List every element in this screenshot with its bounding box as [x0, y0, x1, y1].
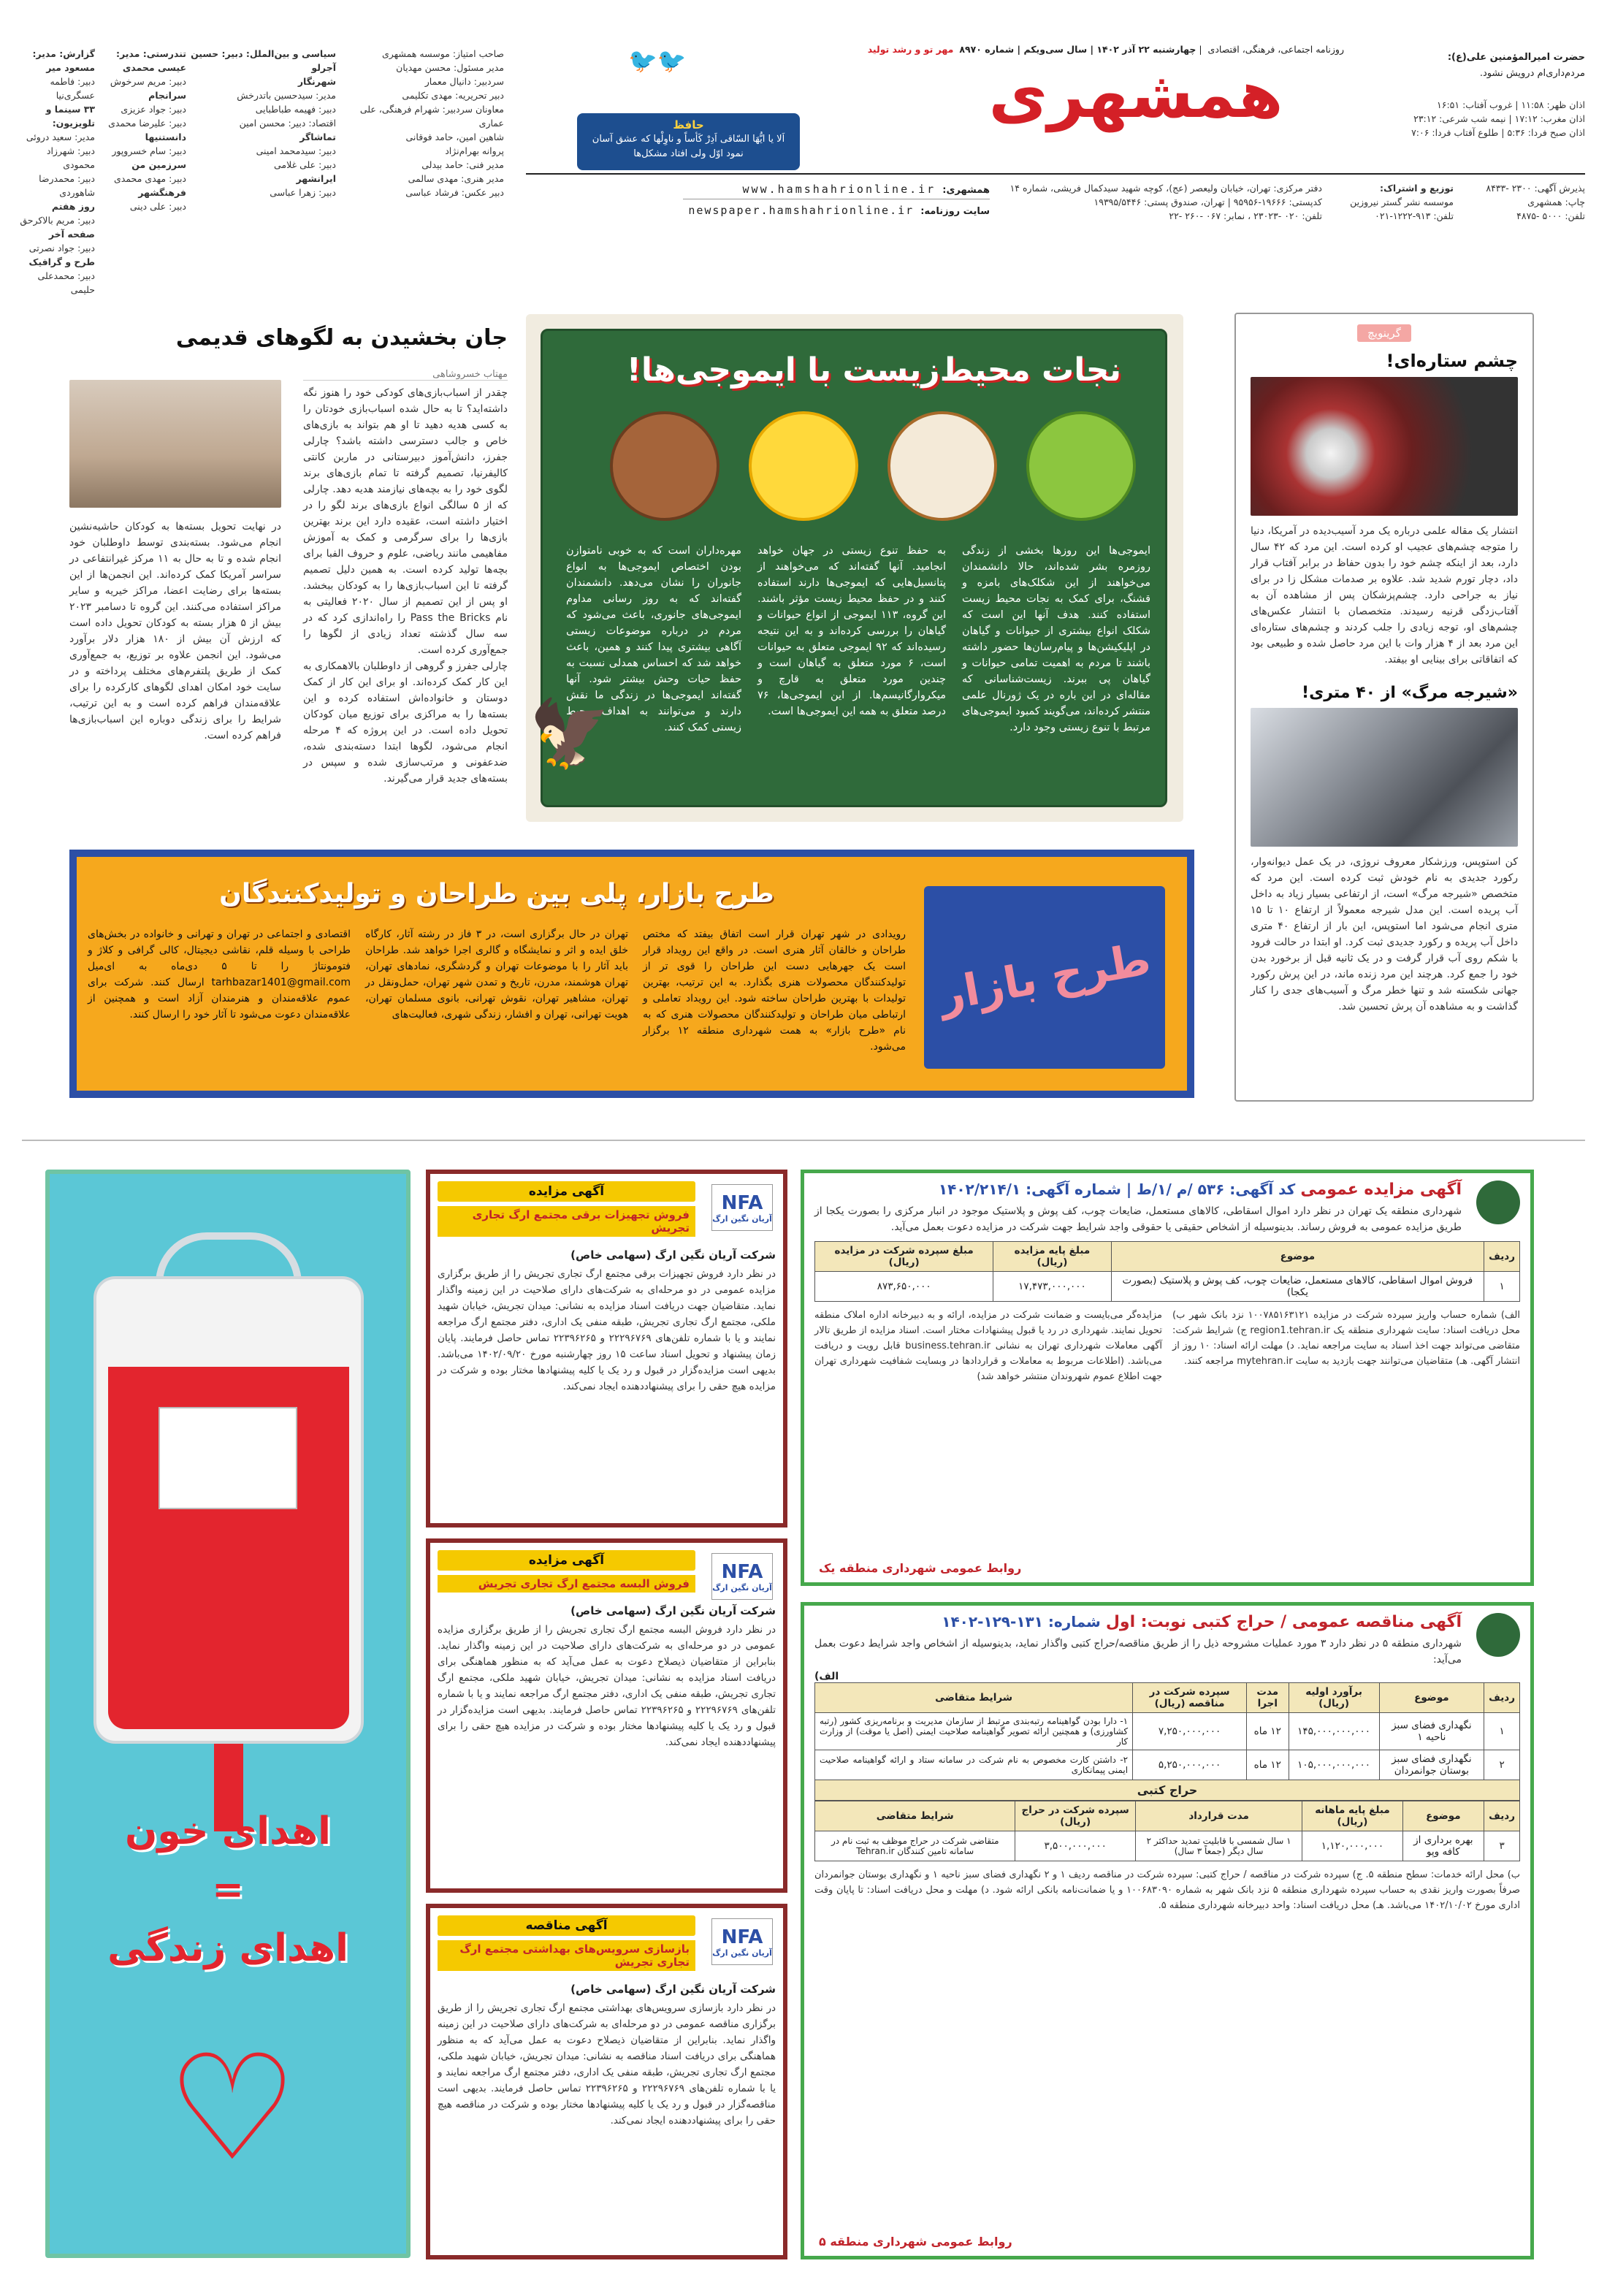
table-header: مدت اجرا [1247, 1683, 1289, 1713]
table-cell: ۲ [1484, 1750, 1520, 1780]
staff-line: روز هفتم [51, 201, 95, 212]
nfa-logo-text: آریان نگین ارگ [712, 1213, 772, 1224]
auction-table [814, 1241, 1520, 1302]
subscription-line: توزیع و اشتراک: [1380, 183, 1454, 194]
table-cell: ۱۲ ماه [1247, 1713, 1289, 1750]
frog-emoji-icon [1026, 411, 1136, 521]
staff-line: دبیر: علی غلامی [274, 159, 336, 170]
staff-line: سردبیر: دانیال معمار [424, 76, 504, 87]
tender-ad-head [814, 1613, 1462, 1631]
table-row [815, 1750, 1520, 1780]
table-row [815, 1242, 1520, 1272]
staff-line: دبیر: محمدعلی حلیمی [37, 270, 95, 295]
tarh-bazar-feature [69, 850, 1194, 1098]
website-link[interactable]: www.hamshahrionline.ir [742, 183, 936, 196]
staff-line: دبیر: شهرزاد محمودی [46, 145, 95, 170]
staff-line: دبیر: مریم بالاکرحق [20, 215, 95, 226]
table-cell: ۱,۱۲۰,۰۰۰,۰۰۰ [1302, 1831, 1402, 1861]
website-label: سایت روزنامه: [920, 206, 990, 217]
heart-icon: ♡ [167, 2024, 298, 2194]
ads-line: پذیرش آگهی: ۲۳۰۰ -۸۴۳۳ [1486, 183, 1585, 194]
nfa-logo-icon: NFA [721, 1560, 763, 1583]
blood-slogan [79, 1802, 377, 1977]
table-cell: ۳,۵۰۰,۰۰۰,۰۰۰ [1015, 1831, 1135, 1861]
table-cell: ۱ [1484, 1713, 1520, 1750]
staff-line: تندرستی: مدیر: عیسی محمدی [115, 48, 186, 73]
table-header: ردیف [1484, 1801, 1520, 1831]
section-label: الف) [814, 1671, 839, 1682]
issue-line: روزنامه اجتماعی، فرهنگی، اقتصادی | چهارشنبه ۲۲ آذر ۱۴۰۲ | سال سی‌ویکم | شماره ۸۹۷۰ مهر تو و رشد تولید [867, 44, 1344, 55]
table-header: موضوع [1111, 1242, 1484, 1272]
tagline: روزنامه اجتماعی، فرهنگی، اقتصادی [1207, 44, 1344, 55]
birds-icon: 🐦🐦 [628, 47, 687, 75]
table-header: ردیف [1484, 1242, 1520, 1272]
staff-line: دبیر: جواد نصرتی [28, 243, 95, 253]
staff-line: مدیر: سعید دروئی [26, 131, 95, 142]
ads-info [1461, 181, 1585, 223]
table-cell: ۵,۲۵۰,۰۰۰,۰۰۰ [1133, 1750, 1247, 1780]
staff-line: دبیر: مهدی محمدی [113, 173, 186, 184]
prayer-line: اذان صبح فردا: ۵:۳۶ | طلوع آفتاب فردا: ۷:۰۶ [1411, 127, 1585, 138]
story2-text: کن استوپس، ورزشکار معروف نروژی، در یک عمل دیوانه‌وار، رکورد جدیدی به نام خودش ثبت کرده است. این مرد که متخصص «شیرجه مرگ» است، از ارتفاعی بسیار زیاد به داخل آب پریده است. این مدل شیرجه معمولاً از ارتفاع ۱۰ تا ۱۵ متری انجام می‌شود اما استوپس، این بار از ارتفاع ۴۰ متری داخل آب پریده و رکورد جدیدی ثبت کرد. او ابتدا در حالت فرود با شکم روی آب قرار گرفت و در یک ثانیه قبل از برخورد بدن خود را جمع کرد. هرچند این مرد زنده ماند، در این پرش رکورد جهانی شکسته شد و تنها خطر مرگ و آسیب‌های جدی را کنار گذاشت و به مشاهده آن پرش تحسین شد. [1251, 856, 1519, 1012]
ads-line: چاپ: همشهری [1527, 197, 1585, 207]
staff-line: پروانه بهرام‌نژاد [445, 145, 504, 156]
tender-ad [801, 1602, 1534, 2259]
table-cell: نگهداری فضای سبز بوستان جوانمردان [1379, 1750, 1484, 1780]
ads-line: تلفن: ۵۰۰۰ -۴۸۷۵ [1516, 210, 1585, 221]
eagle-icon: 🦅 [528, 695, 611, 772]
table-cell: بهره برداری از کافه وپو [1402, 1831, 1484, 1861]
table-cell: ۱۲ ماه [1247, 1750, 1289, 1780]
issue-info: چهارشنبه ۲۲ آذر ۱۴۰۲ | سال سی‌ویکم | شماره ۸۹۷۰ [959, 44, 1196, 55]
table-cell: ۱۴۵,۰۰۰,۰۰۰,۰۰۰ [1289, 1713, 1379, 1750]
staff-line: معاونان سردبیر: شهرام فرهنگی، علی عماری [359, 104, 504, 129]
table-header: سپرده شرکت در مناقصه (ریال) [1133, 1683, 1247, 1713]
table-header: برآورد اولیه (ریال) [1289, 1683, 1379, 1713]
website-link[interactable]: newspaper.hamshahrionline.ir [688, 204, 915, 217]
auction-notes [814, 1308, 1520, 1384]
eye-photo [1251, 377, 1518, 516]
logo [928, 54, 1344, 134]
staff-line: مدیر: سیدحسین باتدرخش [237, 90, 336, 101]
small-ad-text: در نظر دارد فروش البسه مجتمع ارگ تجاری تجریش را از طریق برگزاری مزایده عمومی در دو مرحله‌ای به شرکت‌های دارای صلاحیت در این زمینه واگذار نماید. بنابراین از متقاضیان ذیصلاح دعوت به عمل می‌آید که به منظور هماهنگی برای دریافت اسناد مزایده به نشانی: میدان تجریش، خیابان شهید ملکی، مجتمع ارگ تجاری تجریش، طبقه منفی یک اداری، دفتر مجتمع ارگ مراجعه نمایند و یا با شماره تلفن‌های ۲۲۲۹۶۷۶۹ و ۲۲۳۹۶۲۶۵ تماس حاصل فرمایند. بدیهی است مزایده‌گزار در قبول و رد یک یا کلیه پیشنهادها مختار بوده و شرکت در مزایده هیچ حقی را برای پیشنهاددهنده ایجاد نمی‌کند. [438, 1624, 776, 1748]
table-cell: ۱- دارا بودن گواهینامه رتبه‌بندی مرتبط از سازمان مدیریت و برنامه‌ریزی کشور (رتبه کشاورزی) و همچنین ارائه تصویر گواهینامه صلاحیت ایمنی (اصل یا موقت) از وزارت کار [815, 1713, 1133, 1750]
chick-emoji-icon [749, 411, 858, 521]
cliff-photo [1251, 708, 1518, 847]
tarh-text-col1: رویدادی در شهر تهران قرار است اتفاق بیفتد که مختص طراحان و خالقان آثار هنری است. در واقع این رویداد قرار است یک جهرهایی دست این طراحان را قوی تر از تولیدکنندگان محصولات هنری بگذارد. به این ترتیب، بهترین تولیدات با بهترین طراحان ساخته شود. این رویداد تعاملی و ارتباطی میان طراحان و تولیدکنندگان محصولات هنری که به نام «طرح بازار» به همت شهرداری منطقه ۱۲ برگزار می‌شود. [643, 928, 906, 1053]
website-row [683, 199, 990, 217]
table-row [815, 1713, 1520, 1750]
tarh-title: طرح بازار، پلی بین طراحان و تولیدکنندگان [219, 879, 774, 909]
eco-text-col1: ایموجی‌ها این روزها بخشی از زندگی روزمره بشر شده‌اند، حالا دانشمندان می‌خواهند از این شکلک‌های بامزه و قشنگ، برای کمک به نجات محیط زیست استفاده کنند. هدف آنها این است که شکلک انواع بیشتری از حیوانات و گیاهان در اپلیکیشن‌ها و پیام‌رسان‌ها حضور داشته باشند تا مردم به اهمیت تمامی حیوانات و گیاهان پی ببرند. زیست‌شناسانی که مقاله‌ای در این باره در یک ژورنال علمی منتشر کرده‌اند، می‌گویند کمبود ایموجی‌های مرتبط با تنوع زیستی وجود دارد. [962, 545, 1150, 733]
staff-line: دبیر: محمدرضا شاهوردی [39, 173, 95, 198]
story1-text: انتشار یک مقاله علمی درباره یک مرد آسیب‌دیده در آمریکا، دنیا را متوجه چشم‌های عجیب او کرده است. این مرد که ۴۲ سال دارد، بعد از اینکه چشم خود را بدون حفاظ در برابر آفتاب قرار داد، دچار تورم شدید شد. علاوه بر صدمات مشکل زا در برای نیاز به جراحی دارد. چشم‌پزشکان پس از مشاهده آن به آفتاب‌زدگی قرنیه رسیدند. متخصصان با انتشار عکس‌های چشم‌های او، توجه زیادی را جلب کردند و چشم‌های ستاره‌ای این مرد بعد از ۴ هزار وات با این مرد حاصل شده و طبیعی بود که اتفاقاتی برای بینایی او بیفتد. [1251, 525, 1518, 665]
lego-col1 [303, 369, 508, 787]
staff-line: دبیر: علی دینی [129, 201, 186, 212]
table-row [815, 1272, 1520, 1302]
table-row [815, 1831, 1520, 1861]
dog-emoji-icon [888, 411, 997, 521]
nfa-logo-text: آریان نگین ارگ [712, 1582, 772, 1593]
staff-line: فرهنگشهر [138, 187, 186, 198]
greenwich-label: گرینویچ [1357, 324, 1411, 342]
small-ad-head: آگهی مزایده [438, 1550, 695, 1571]
quote-text: مردم‌داری‌ام درویش نشود. [1479, 68, 1585, 79]
staff-line: دبیر: فاطمه عسگری‌نیا [50, 76, 95, 101]
small-ad-3 [426, 1904, 787, 2259]
tender-ad-body: شهرداری منطقه ۵ در نظر دارد ۳ مورد عملیات مشروحه ذیل را از طریق مناقصه/حراج کتبی واگذار نماید، بدینوسیله از اشخاص واجد شرایط دعوت بعمل می‌آید: [814, 1638, 1462, 1666]
bag-label-icon [159, 1407, 297, 1509]
greenwich-label-wrap [1251, 324, 1518, 342]
staff-line: دبیر: مریم سرخوش [110, 76, 186, 87]
lego-article [69, 325, 508, 807]
tehran-municipality-logo-icon [1476, 1181, 1520, 1224]
tender-ad-footer: روابط عمومی شهرداری منطقه ۵ [819, 2235, 1012, 2249]
lego-text1: چقدر از اسباب‌بازی‌های کودکی خود را هنوز نگه داشته‌اید؟ تا به حال شده اسباب‌بازی خودتان را به کسی هدیه دهید تا او هم بتواند به بازی‌های خاص و جالب دسترسی داشته باشد؟ چارلی جفرز، دانش‌آموز دبیرستانی در ماربن کانتی کالیفرنیا، تصمیم گرفته تا تمام بازی‌های برند لگوی خود را به بچه‌های نیازمند هدیه دهد. چارلی که از ۵ سالگی انواع بازی‌های برند لگو را در اختیار داشته است، عقیده دارد این برند بهترین بازی‌ها را برای سرگرمی و کمک به آموزش مفاهیمی مانند ریاضی، علوم و حروف الفبا برای بچه‌ها تولید کرده است. به همین دلیل تصمیم گرفته تا این اسباب‌بازی‌ها را به کودکان ببخشد. او پس از این تصمیم از سال ۲۰۲۰ فعالیتی به نام Pass the Bricks را راه‌اندازی کرد که در سه سال گذشته تعداد زیادی از لگوها را جمع‌آوری کرده است. [303, 387, 508, 656]
staff-line: صاحب امتیاز: موسسه همشهری [381, 48, 504, 59]
table-cell: ۸۷۳,۶۵۰,۰۰۰ [815, 1272, 993, 1302]
eco-feature [526, 314, 1183, 822]
staff-line: مدیر مسئول: محسن مهدیان [396, 62, 504, 73]
website-label: همشهری: [942, 185, 990, 196]
staff-line: دبیر: سیدمحمد امینی [256, 145, 336, 156]
tarh-text-col2: تهران در حال برگزاری است، در ۳ فاز در رشته آثار، کارگاه خلق ایده و اثر و نمایشگاه و گالری اجرا خواهد شد. طراحان باید آثار را با موضوعات تهران و گردشگری، نمادهای تهران، تهران هوشمند، مدرن، تاریخ و تمدن شهر تهران، حمل‌ونقل در تهران، مشاهیر تهران، نقوش تهرانی، بانوی مسلمان تهران، هویت تهرانی، تهران و افشار، زندگی شهری، فعالیت‌های [365, 928, 628, 1021]
quote-title: حضرت امیرالمؤمنین علی(ع): [1447, 52, 1585, 63]
auction-ad-body: شهرداری منطقه یک تهران در نظر دارد اموال اسقاطی، کالاهای مستعمل، ضایعات چوب، کف پوش و پلاستیک موجود در انبار مرکزی را بصورت یکجا از طریق مزایده عمومی به فروش رساند. بدینوسیله از اشخاص حقیقی یا حقوقی واجد شرایط جهت شرکت در مزایده دعوت بعمل می‌آید. [814, 1205, 1462, 1233]
staff-line: سیاسی و بین‌الملل: دبیر: حسین آجرلو [191, 48, 336, 73]
lego-text3: در نهایت تحویل بسته‌ها به کودکان حاشیه‌نشین انجام می‌شود. بسته‌بندی توسط داوطلبان خود انجام شده و تا به حال به ۱۱ مرکز غیرانتفاعی در سراسر آمریکا کمک کرده‌اند. این انجمن‌ها از این بسته‌ها برای رضایت اعضا، مراکز خیریه و سایر مراکز استفاده می‌کنند. این گروه تا دسامبر ۲۰۲۳ بیش از ۵ هزار بسته به کودکان تحویل داده است که ارزش آن بیش از ۱۸۰ هزار دلار برآورد می‌شود. این انجمن علاوه بر توزیع، به جمع‌آوری کمک از طریق پلتفرم‌های مختلف پرداخته و در سایت خود امکان اهدای لگوهای کارکرده را برای علاقه‌مندان فراهم کرده است و به این ترتیب، شرایط را برای زندگی دوباره این اسباب‌بازی‌ها فراهم کرده است. [69, 521, 282, 741]
table-cell: ۲- داشتن کارت مخصوص به نام شرکت در سامانه ستاد و ارائه گواهینامه صلاحیت ایمنی پیمانکاری [815, 1750, 1133, 1780]
table-row [815, 1683, 1520, 1713]
blood-line2: = [212, 1868, 244, 1912]
lego-text2: چارلی جفرز و گروهی از داوطلبان بالاهمکاری به این کار کمک کرده‌اند. او برای این کار از کمک دوستان و خانواده‌اش استفاده کرده و این بسته‌ها را به مراکزی برای توزیع میان کودکان تحویل داده است. در این پروژه که ۴ مرحله انجام می‌شود، لگوها ابتدا دسته‌بندی شده، ضدعفونی و مرتب‌سازی شده و سپس در بسته‌های جدید قرار می‌گیرند. [303, 660, 508, 785]
logo-text: همشهری [988, 56, 1283, 132]
tarh-text-col3: اقتصادی و اجتماعی در تهران و تهرانی و خانواده در بخش‌های طراحی با وسیله قلم، نقاشی دیجیتال، کالی گرافی و کلاژ و فتومونتاژ را تا ۵ دی‌ماه به ای‌میل tarhbazar1401@gmail.com ارسال کنند. شرکت برای عموم علاقه‌مندان و هنرمندان آزاد است و همچنین از علاقه‌مندان دعوت می‌شود تا آثار خود را ارسال کنند. [88, 928, 351, 1021]
staff-line: دانستنیها [145, 131, 186, 142]
blood-donation-ad [45, 1170, 411, 2258]
staff-line: دبیر: فهیمه طباطبایی [255, 104, 336, 115]
postcode: کدپستی: ۱۹۶۶۶-۹۵۹۵۶ | تهران، صندوق پستی: ۱۹۳۹۵/۵۴۴۶ [1093, 197, 1322, 207]
table-cell: ۷,۲۵۰,۰۰۰,۰۰۰ [1133, 1713, 1247, 1750]
staff-line: ایرانشهر [296, 173, 336, 184]
small-ad-text: در نظر دارد فروش تجهیزات برقی مجتمع ارگ تجاری تجریش را از طریق برگزاری مزایده عمومی در دو مرحله‌ای به شرکت‌های دارای صلاحیت در این زمینه واگذار نماید. متقاضیان جهت دریافت اسناد مزایده به نشانی: میدان تجریش، خیابان شهید ملکی، مجتمع ارگ تجاری تجریش، طبقه منفی یک اداری، دفتر مجتمع ارگ مراجعه نمایند و یا با شماره تلفن‌های ۲۲۲۹۶۷۶۹ و ۲۲۳۹۶۲۶۵ تماس حاصل فرمایند. پایان زمان پیشنهاد و تحویل اسناد ساعت ۱۵ روز چهارشنبه مورخ ۱۴۰۲/۰۹/۲۰ می‌باشد. بدیهی است مزایده‌گزار در قبول و رد یک یا کلیه پیشنهادها مختار بوده و شرکت در مزایده هیچ حقی را برای پیشنهاددهنده ایجاد نمی‌کند. [438, 1268, 776, 1392]
table-cell: متقاضی شرکت در حراج موظف به ثبت نام در سامانه تامین کنندگان Tehran.ir [815, 1831, 1015, 1861]
prayer-line: اذان مغرب: ۱۷:۱۲ | نیمه شب شرعی: ۲۳:۱۲ [1413, 113, 1585, 124]
hafez-text: اَلا یا ایُّهَا السّاقی اَدِرْ کَأساً و ناوِلْها که عشق آسان نمود اوّل ولی افتاد مشکل‌ها [592, 134, 785, 159]
address: دفتر مرکزی: تهران، خیابان ولیعصر (عج)، کوچه شهید سیدکمال فریشی، شماره ۱۴ [1009, 183, 1322, 194]
tehran-municipality-logo-icon [1476, 1613, 1520, 1657]
staff-line: سرانجام [148, 90, 186, 101]
nfa-logo-icon: NFA [721, 1191, 763, 1214]
staff-line: صفحه آخر [48, 229, 95, 240]
hafez-title: حافظ [673, 118, 704, 131]
motto: مهر تو و رشد تولید [867, 44, 954, 55]
staff-line: مدیر فنی: حامد بیدلی [421, 159, 504, 170]
staff-line: دبیر: زهرا عباسی [270, 187, 336, 198]
table-cell: ۱۷,۴۷۳,۰۰۰,۰۰۰ [993, 1272, 1111, 1302]
staff-line: طرح و گرافیک [28, 256, 95, 267]
table-row [815, 1801, 1520, 1831]
table-header: موضوع [1402, 1801, 1484, 1831]
website-row [683, 183, 990, 199]
table-header: سپرده شرکت در حراج (ریال) [1015, 1801, 1135, 1831]
small-ad-subject: بازسازی سرویس‌های بهداشتی مجتمع ارگ تجاری تجریش [438, 1940, 695, 1971]
staff-line: شهرنگار [297, 76, 336, 87]
subscription-info [1329, 181, 1454, 223]
eco-text-col3: مهره‌داران است که به خوبی نامتوازن بودن اختصاص ایموجی‌ها به انواع جانوران را نشان می‌دهد. دانشمندان گفته‌اند که به روز رسانی مداوم ایموجی‌های جانوری، باعث می‌شود که مردم در درباره موضوعات زیستی آگاهی بیشتری پیدا کنند و همین، باعث خواهد شد که احساس همدلی نسبت به حفظ حیات وحش بیشتر شود. آنها گفته‌اند ایموجی‌ها در زندگی ما نقش دارند و می‌توانند به اهداف محیط زیستی کمک کنند. [566, 545, 741, 733]
small-ad-company: شرکت آریان نگین ارگ (سهامی خاص) [570, 1604, 776, 1617]
table-header: مبلغ پایه ماهانه (ریال) [1302, 1801, 1402, 1831]
table-cell: فروش اموال اسقاطی، کالاهای مستعمل، ضایعات چوب، کف پوش و پلاستیک (بصورت یکجا) [1111, 1272, 1484, 1302]
nfa-logo [711, 1918, 773, 1965]
staff-line: گزارش: مدیر: مسعود میر [32, 48, 95, 73]
prayer-times [1359, 98, 1585, 140]
hafez-badge [577, 113, 800, 170]
eco-text-col2: به حفظ تنوع زیستی در جهان خواهد انجامید. آنها گفته‌اند که می‌خواهند از پتانسیل‌هایی که ایموجی‌ها دارند استفاده کنند و در حفظ محیط زیست مؤثر باشند. این گروه، ۱۱۳ ایموجی از انواع حیوانات و گیاهان را بررسی کرده‌اند و به این نتیجه رسیده‌اند که ۹۲ ایموجی متعلق به حیوانات است، ۶ مورد متعلق به گیاهان است و چندین مورد متعلق به قارچ و میکروارگانیسم‌ها. از این ایموجی‌ها، ۷۶ درصد متعلق به همه این ایموجی‌ها است. [757, 545, 946, 717]
small-ad-company: شرکت آریان نگین ارگ (سهامی خاص) [570, 1248, 776, 1262]
table-cell: ۱ [1484, 1272, 1520, 1302]
staff-line: تماشاگر [299, 131, 336, 142]
nfa-logo-text: آریان نگین ارگ [712, 1948, 772, 1958]
masthead [20, 44, 1585, 295]
staff-line: مدیر هنری: مهدی سالمی [408, 173, 504, 184]
staff-col-2 [186, 47, 336, 199]
staff-line: دبیر: جواد عزیزی [121, 104, 186, 115]
auction-ad [801, 1170, 1534, 1586]
blood-bag-icon [93, 1276, 364, 1744]
auction-ad-title: آگهی مزایده عمومی [1300, 1181, 1462, 1199]
subscription-line: تلفن: ۹۱۳-۱۲۲۲-۰۲۱ [1375, 210, 1454, 221]
small-ad-head: آگهی مزایده [438, 1181, 695, 1202]
table-header: شرایط متقاضی [815, 1683, 1133, 1713]
subscription-line: موسسه نشر گستر نیروزین [1350, 197, 1454, 207]
table-header: شرایط متقاضی [815, 1801, 1015, 1831]
eco-board [541, 329, 1167, 807]
auction-notes-left: مزایده‌گر می‌بایست و ضمانت شرکت در مزایده، ارائه و به دبیرخانه اداره املاک منطقه تحویل نمایند. شهرداری در رد یا قبول پیشنهادات مختار است. اسناد مزایده از طریق تالار آگهی معاملات شهرداری تهران به نشانی business.tehran.ir قابل رویت و دریافت می‌باشد. (اطلاعات مربوط به معاملات و قراردادها در وبسایت شفافیت شهرداری تهران جهت اطلاع عموم شهروندان منتشر خواهد شد) [814, 1310, 1163, 1382]
nfa-logo-icon: NFA [721, 1926, 763, 1948]
author: مهتاب خسروشاهی [303, 369, 508, 381]
masthead-divider [526, 173, 1585, 175]
tender-ad-title: آگهی مناقصه عمومی / حراج کتبی نوبت: اول [1105, 1613, 1462, 1631]
story1-title: چشم ستاره‌ای! [1386, 351, 1518, 371]
small-ad-text: در نظر دارد بازسازی سرویس‌های بهداشتی مجتمع ارگ تجاری تجریش را از طریق برگزاری مناقصه عمومی در دو مرحله‌ای به شرکت‌های دارای صلاحیت در این زمینه واگذار نماید. بنابراین از متقاضیان ذیصلاح دعوت به عمل می‌آید که به منظور هماهنگی برای دریافت اسناد مناقصه به نشانی: میدان تجریش، خیابان شهید ملکی، مجتمع ارگ تجاری تجریش، طبقه منفی یک اداری، دفتر مجتمع ارگ مراجعه نمایند و یا با شماره تلفن‌های ۲۲۲۹۶۷۶۹ و ۲۲۳۹۶۲۶۵ تماس حاصل فرمایند. بدیهی است مناقصه‌گزار در قبول و رد یک یا کلیه پیشنهادها مختار بوده و شرکت در مناقصه هیچ حقی را برای پیشنهاددهنده ایجاد نمی‌کند. [438, 2002, 776, 2127]
websites [683, 183, 990, 217]
page-divider [22, 1140, 1585, 1141]
staff-line: دبیر: سام خسروپور [112, 145, 186, 156]
table-header: مدت قرارداد [1135, 1801, 1302, 1831]
small-ad-subject: فروش تجهیزات برقی مجتمع ارگ تجاری تجریش [438, 1206, 695, 1237]
address-info [1001, 181, 1322, 223]
table-cell: ۱۰۵,۰۰۰,۰۰۰,۰۰۰ [1289, 1750, 1379, 1780]
greenwich-column [1234, 313, 1534, 1102]
staff-line: دبیر تحریریه: مهدی تکلیمی [402, 90, 504, 101]
bear-emoji-icon [610, 411, 719, 521]
staff-line: شاهین امین، حامد فوقانی [405, 131, 504, 142]
story2-title: «شیرجه مرگ» از ۴۰ متری! [1302, 684, 1518, 702]
tender-notes: ب) محل ارائه خدمات: سطح منطقه ۵. ج) سپرده شرکت در مناقصه / حراج کتبی: سپرده شرکت در مناقصه ردیف ۱ و ۲ نگهداری فضای سبز ناحیه ۱ و نگهداری بوستان جوانمردان صرفاً بصورت واریز نقدی به حساب سپرده شهرداری منطقه ۵ نزد بانک شهر به شماره ۱۰۰۶۸۳۰۹۰ و یا ضمانت‌نامه بانکی ارائه شود. د) مهلت و محل دریافت اسناد: تا پایان وقت اداری مورخ ۱۴۰۲/۱۰/۰۲ می‌باشد. هـ) محل دریافت اسناد: واحد دبیرخانه شهرداری منطقه ۵. [814, 1869, 1521, 1911]
table-cell: ۳ [1484, 1831, 1520, 1861]
tarh-badge: طرح بازار [934, 934, 1155, 1021]
small-ad-head: آگهی مناقصه [438, 1915, 695, 1936]
small-ad-company: شرکت آریان نگین ارگ (سهامی خاص) [570, 1983, 776, 1996]
prayer-line: اذان ظهر: ۱۱:۵۸ | غروب آفتاب: ۱۶:۵۱ [1437, 99, 1585, 110]
table-header: مبلغ سپرده شرکت در مزایده (ریال) [815, 1242, 993, 1272]
auction-ad-footer: روابط عمومی شهرداری منطقه یک [819, 1561, 1022, 1575]
nfa-logo [711, 1553, 773, 1600]
tarh-badge-box [924, 886, 1165, 1069]
staff-col-4 [15, 47, 95, 297]
small-ad-1 [426, 1170, 787, 1528]
staff-col-1 [343, 47, 504, 199]
tender-ad-number: شماره: ۱۳۱-۱۲۹-۱۴۰۲ [942, 1613, 1101, 1631]
staff-line: دبیر عکس: فرشاد عباسی [405, 187, 504, 198]
staff-line: ۳۳ سینما و تلویزیون: [45, 104, 95, 129]
auction-notes-right: الف) شماره حساب واریز سپرده شرکت در مزایده ۱۰۰۷۸۵۱۶۳۱۲۱ نزد بانک شهر ب) محل دریافت اسناد: سایت شهرداری منطقه یک region1.tehran.ir ج) شرایط شرکت: متقاضی می‌تواند جهت اخذ اسناد به سایت مراجعه نماید. د) مهلت ارائه اسناد: ۱۰ روز از انتشار آگهی. هـ) متقاضیان می‌توانند جهت بازدید به سایت mytehran.ir مراجعه کنند. [1172, 1310, 1520, 1367]
lego-title: جان بخشیدن به لگوهای قدیمی [175, 325, 508, 351]
auction-subtitle: حراج کتبی [814, 1780, 1520, 1801]
auction-ad-code: کد آگهی: ۵۳۶ /م /۱/ط | شماره آگهی: ۱۴۰۲/۲۱۴/۱ [938, 1181, 1296, 1198]
table-cell: ۱ سال شمسی با قابلیت تمدید حداکثر ۲ سال دیگر (جمعاً ۳ سال) [1135, 1831, 1302, 1861]
auction-ad-head [814, 1181, 1462, 1199]
small-ad-subject: فروش البسه مجتمع ارگ تجاری تجریش [438, 1575, 695, 1593]
lego-photo [69, 380, 281, 508]
table-cell: نگهداری فضای سبز ناحیه ۱ [1379, 1713, 1484, 1750]
nfa-logo [711, 1184, 773, 1231]
staff-line: اقتصاد: دبیر: محسن امین [239, 118, 336, 129]
small-ad-2 [426, 1538, 787, 1893]
quote-block [1359, 50, 1585, 140]
tender-table [814, 1682, 1520, 1780]
tender-auction-table [814, 1801, 1520, 1861]
eco-title: نجات محیط‌زیست با ایموجی‌ها! [626, 351, 1121, 389]
table-header: مبلغ پایه مزایده (ریال) [993, 1242, 1111, 1272]
blood-line1: اهدای خون [125, 1809, 331, 1853]
staff-col-3 [95, 47, 186, 213]
staff-line: سرزمین من [131, 159, 186, 170]
staff-line: دبیر: علیرضا محمدی [108, 118, 186, 129]
phone: تلفن: ۰۲۰ -۲۳۰۲۳ ، نمابر: ۰۶۷ -۲۶۰ -۲۲ [1169, 210, 1322, 221]
table-header: موضوع [1379, 1683, 1484, 1713]
blood-line3: اهدای زندگی [107, 1926, 348, 1970]
table-header: ردیف [1484, 1683, 1520, 1713]
